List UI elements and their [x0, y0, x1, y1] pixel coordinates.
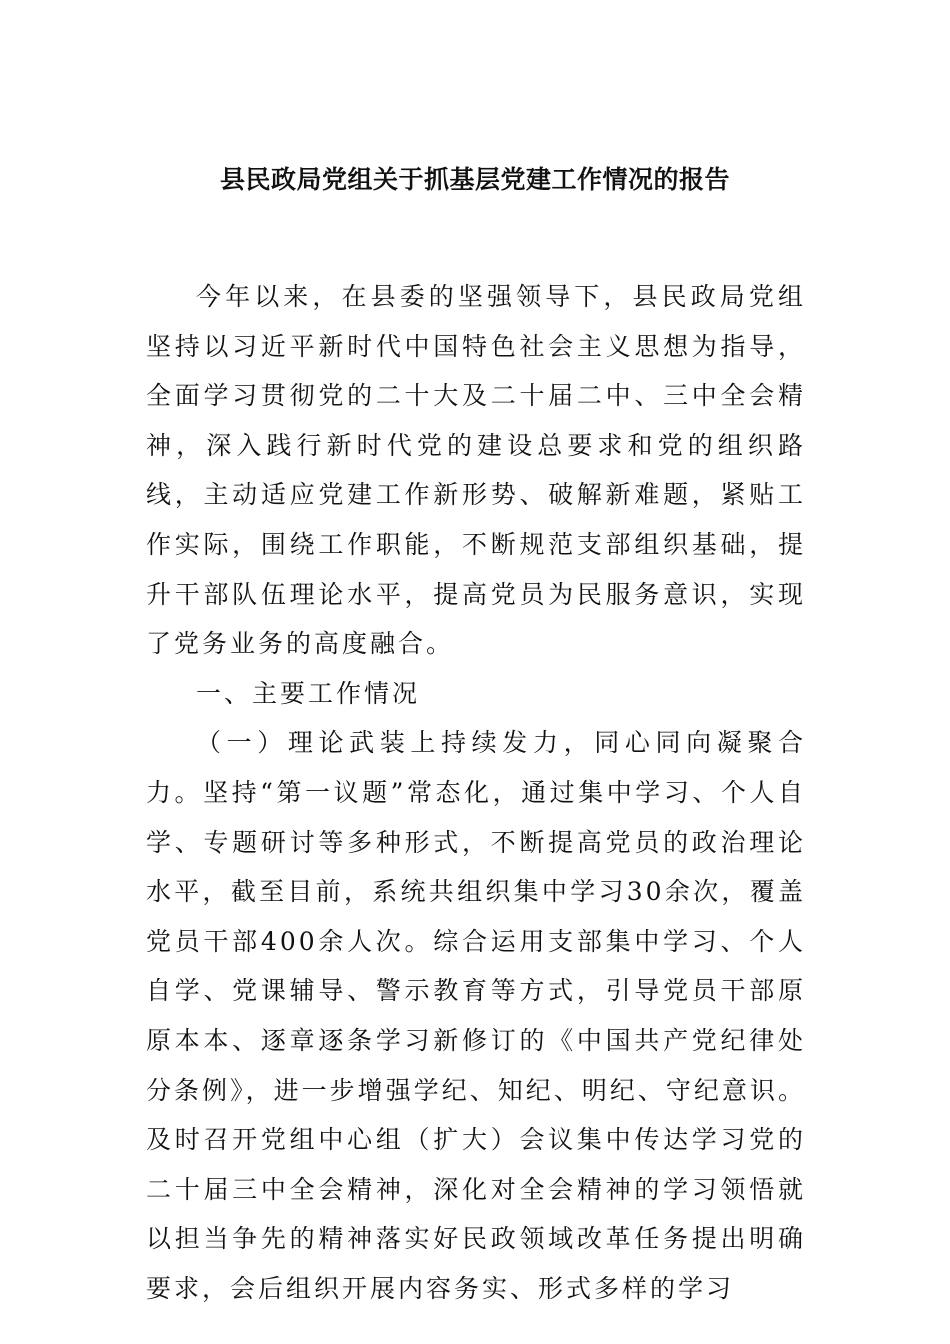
section-heading-main-work: 一、主要工作情况 — [196, 678, 421, 708]
paragraph-intro: 今年以来，在县委的坚强领导下，县民政局党组坚持以习近平新时代中国特色社会主义思想为指导，全面学习贯彻党的二十大及二十届二中、三中全会精神，深入践行新时代党的建设总要求和党的组织路线，主动适应党建工作新形势、破解新难题，紧贴工作实际，围绕工作职能，不断规范支部组织基础，提升干部队伍理论水平，提高党员为民服务意识，实现了党务业务的高度融合。 — [146, 282, 806, 659]
document-body — [146, 272, 806, 1313]
paragraph-theory-study: （一）理论武装上持续发力，同心同向凝聚合力。坚持“第一议题”常态化，通过集中学习、个人自学、专题研讨等多种形式，不断提高党员的政治理论水平，截至目前，系统共组织集中学习30余次，覆盖党员干部400余人次。综合运用支部集中学习、个人自学、党课辅导、警示教育等方式，引导党员干部原原本本、逐章逐条学习新修订的《中国共产党纪律处分条例》，进一步增强学纪、知纪、明纪、守纪意识。及时召开党组中心组（扩大）会议集中传达学习党的二十届三中全会精神，深化对全会精神的学习领悟就以担当争先的精神落实好民政领域改革任务提出明确要求，会后组织开展内容务实、形式多样的学习 — [146, 728, 806, 1303]
document-title: 县民政局党组关于抓基层党建工作情况的报告 — [219, 165, 730, 194]
